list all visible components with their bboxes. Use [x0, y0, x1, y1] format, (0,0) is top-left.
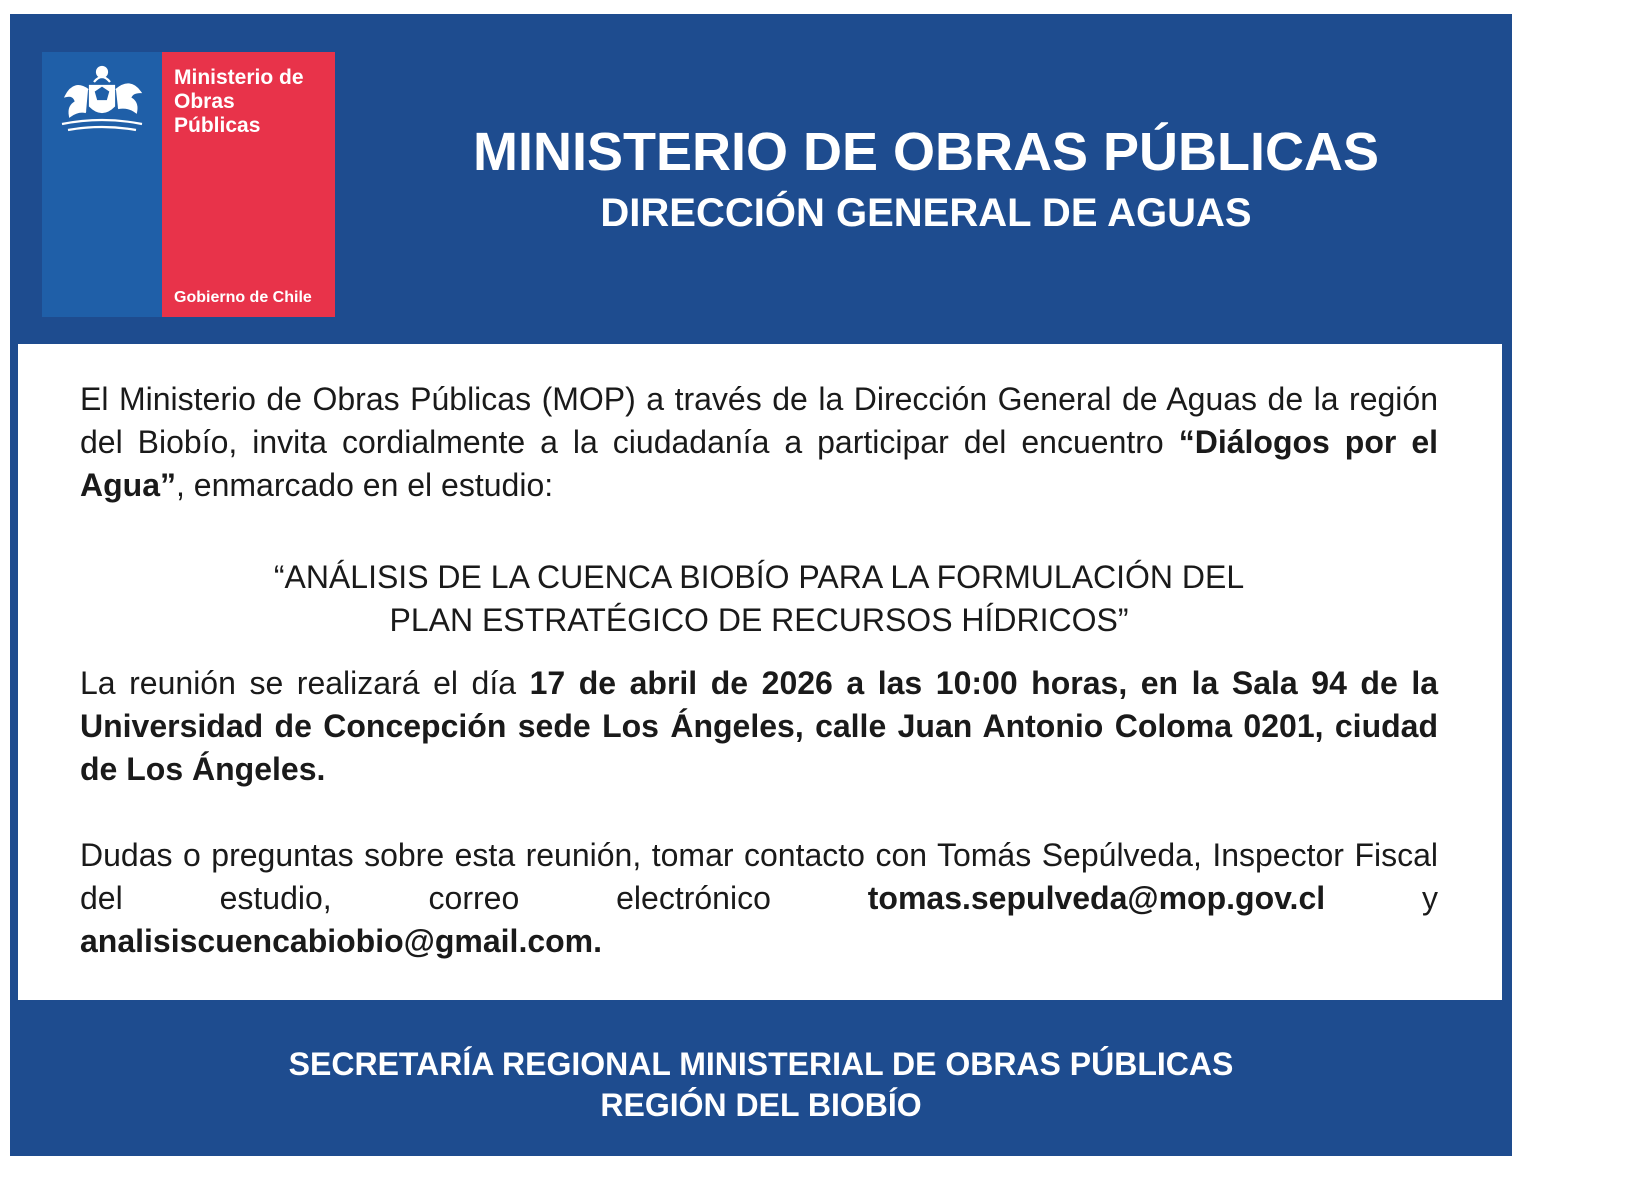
footer [10, 1044, 1512, 1126]
contact-conjunction: y [1325, 880, 1438, 916]
mop-logo [42, 52, 335, 317]
logo-government-label: Gobierno de Chile [174, 289, 312, 306]
contact-email-primary: tomas.sepulveda@mop.gov.cl [867, 880, 1326, 916]
logo-ministry-name [174, 66, 304, 138]
intro-text: El Ministerio de Obras Públicas (MOP) a través de la Dirección General de Aguas de la región del Biobío, invita cordialmente a la ciudadanía a participar del encuentro [80, 381, 1438, 460]
study-title [80, 556, 1438, 642]
study-title-line: PLAN ESTRATÉGICO DE RECURSOS HÍDRICOS” [389, 602, 1129, 638]
logo-blue-block [42, 52, 162, 317]
chile-coat-of-arms-icon [54, 60, 150, 140]
content-panel [18, 344, 1502, 1000]
meeting-intro-text: La reunión se realizará el día [80, 665, 530, 701]
contact-email-secondary: analisiscuencabiobio@gmail.com. [80, 923, 603, 959]
event-name: “Diálogos por el Agua” [80, 424, 1439, 503]
logo-red-block [162, 52, 335, 317]
page-subtitle: DIRECCIÓN GENERAL DE AGUAS [600, 191, 1252, 235]
intro-paragraph [80, 378, 1438, 507]
logo-name-line: Obras [174, 90, 235, 113]
meeting-details: 17 de abril de 2026 a las 10:00 horas, en la Sala 94 de la Universidad de Concepción sede Los Ángeles, calle Juan Antonio Coloma 0201, ciudad de Los Ángeles. [80, 665, 1439, 787]
contact-text: Dudas o preguntas sobre esta reunión, tomar contacto con Tomás Sepúlveda, Inspector Fiscal del estudio, correo electrónico [80, 837, 1438, 916]
page-title: MINISTERIO DE OBRAS PÚBLICAS [472, 122, 1380, 182]
meeting-paragraph [80, 662, 1438, 791]
logo-name-line: Ministerio de [174, 66, 304, 89]
flyer-frame [10, 14, 1512, 1156]
contact-paragraph [80, 834, 1438, 963]
intro-end-text: , enmarcado en el estudio: [176, 467, 554, 503]
header [340, 119, 1512, 241]
logo-name-line: Públicas [174, 114, 261, 137]
footer-line: SECRETARÍA REGIONAL MINISTERIAL DE OBRAS PÚBLICAS [288, 1046, 1234, 1082]
study-title-line: “ANÁLISIS DE LA CUENCA BIOBÍO PARA LA FORMULACIÓN DEL [273, 559, 1245, 595]
footer-line: REGIÓN DEL BIOBÍO [600, 1087, 922, 1123]
